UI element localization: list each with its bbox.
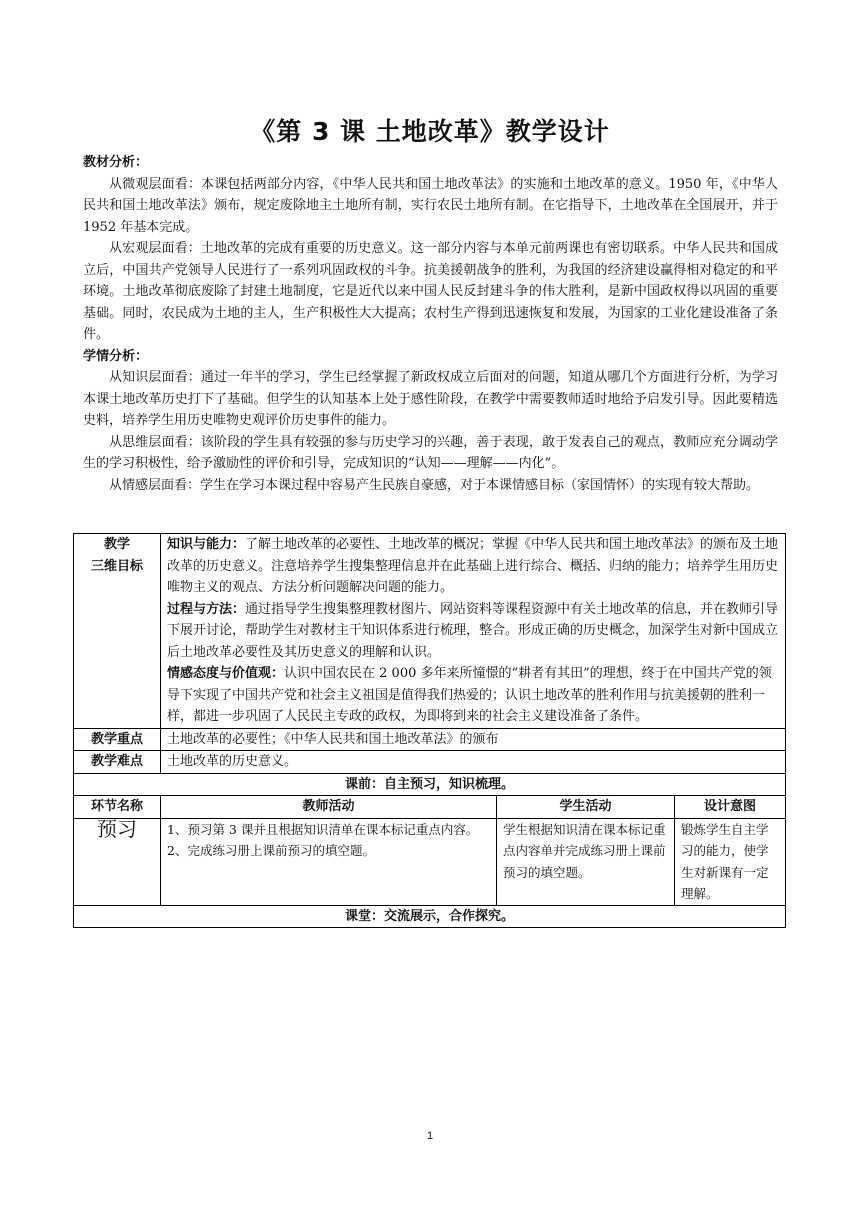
pre-class-heading-row	[74, 773, 786, 796]
difficulty-row	[74, 751, 786, 774]
goals-label	[74, 534, 161, 729]
student-analysis-paragraph-2: 从思维层面看：该阶段的学生具有较强的参与历史学习的兴趣，善于表现，敢于发表自己的观点，教师应充分调动学生的学习积极性，给予激励性的评价和引导，完成知识的“认知——理解——内化”。	[83, 434, 778, 471]
page-number: 1	[426, 1130, 434, 1142]
preview-stage: 预习	[74, 818, 161, 905]
goal-process-text: 通过指导学生搜集整理教材图片、网站资料等课程资源中有关土地改革的信息，并在教师引导下展开讨论，帮助学生对教材主干知识体系进行梳理，整合。形成正确的历史概念，加深学生对新中国成立后土地改革必要性及其历史意义的理解和认识。	[167, 601, 779, 660]
goal-emotion	[167, 663, 779, 728]
difficulty-text: 土地改革的历史意义。	[161, 751, 786, 774]
textbook-analysis-paragraph-1: 从微观层面看：本课包括两部分内容，《中华人民共和国土地改革法》的实施和土地改革的意义。1950 年，《中华人民共和国土地改革法》颁布，规定废除地主土地所有制，实行农民土地所有制。在它指导下，土地改革在全国展开，并于 1952 年基本完成。	[83, 176, 778, 235]
goals-label-line-2: 三维目标	[90, 558, 143, 574]
column-header-student: 学生活动	[497, 796, 675, 819]
goals-label-line-1: 教学	[103, 537, 130, 552]
student-analysis-paragraph-3: 从情感层面看：学生在学习本课过程中容易产生民族自豪感，对于本课情感目标（家国情怀）的实现有较大帮助。	[109, 477, 760, 493]
preview-teacher-activity	[161, 818, 497, 905]
goal-process	[167, 599, 779, 664]
goal-knowledge	[167, 534, 779, 599]
column-header-row	[74, 796, 786, 819]
goal-knowledge-text: 了解土地改革的必要性、土地改革的概况；掌握《中华人民共和国土地改革法》的颁布及土地改革的历史意义。注意培养学生搜集整理信息并在此基础上进行综合、概括、归纳的能力；培养学生用历史唯物主义的观点、方法分析问题解决问题的能力。	[167, 537, 779, 595]
in-class-heading: 课堂：交流展示，合作探究。	[74, 905, 786, 928]
textbook-analysis-heading: 教材分析：	[83, 155, 149, 170]
teacher-activity-1: 1、预习第 3 课并且根据知识清单在课本标记重点内容。	[167, 821, 479, 837]
teacher-activity-2: 2、完成练习册上课前预习的填空题。	[167, 843, 375, 858]
goal-emotion-text: 认识中国农民在 2 000 多年来所憧憬的“耕者有其田”的理想，终于在中国共产党的领导下实现了中国共产党和社会主义祖国是值得我们热爱的；认识土地改革的胜利作用与抗美援朝的胜利一样，都进一步巩固了人民民主专政的政权，为即将到来的社会主义建设准备了条件。	[167, 666, 772, 724]
student-analysis-paragraph-1: 从知识层面看：通过一年半的学习，学生已经掌握了新政权成立后面对的问题，知道从哪几个方面进行分析，为学习本课土地改革历史打下了基础。但学生的认知基本上处于感性阶段，在教学中需要教师适时地给予启发引导。因此要精选史料，培养学生用历史唯物史观评价历史事件的能力。	[83, 370, 778, 428]
key-points-row	[74, 728, 786, 751]
analysis-section	[83, 152, 778, 496]
goals-content	[161, 534, 786, 729]
key-points-label: 教学重点	[74, 728, 161, 751]
column-header-intent: 设计意图	[675, 796, 786, 819]
column-header-stage: 环节名称	[74, 796, 161, 819]
goal-process-title: 过程与方法：	[167, 601, 246, 617]
page-title: 《第 3 课 土地改革》教学设计	[250, 117, 610, 146]
in-class-heading-row	[74, 905, 786, 928]
preview-design-intent: 锻炼学生自主学习的能力，使学生对新课有一定理解。	[675, 818, 786, 905]
textbook-analysis-paragraph-2: 从宏观层面看：土地改革的完成有重要的历史意义。这一部分内容与本单元前两课也有密切联系。中华人民共和国成立后，中国共产党领导人民进行了一系列巩固政权的斗争。抗美援朝战争的胜利，为我国的经济建设赢得相对稳定的和平环境。土地改革彻底废除了封建土地制度，它是近代以来中国人民反封建斗争的伟大胜利，是新中国政权得以巩固的重要基础。同时，农民成为土地的主人，生产积极性大大提高；农村生产得到迅速恢复和发展，为国家的工业化建设准备了条件。	[83, 241, 778, 342]
student-analysis-heading: 学情分析：	[83, 348, 149, 364]
preview-row	[74, 818, 786, 905]
key-points-text: 土地改革的必要性；《中华人民共和国土地改革法》的颁布	[161, 728, 786, 751]
goal-emotion-title: 情感态度与价值观：	[167, 666, 285, 681]
lesson-plan-table	[73, 533, 786, 928]
preview-student-activity: 学生根据知识清在课本标记重点内容单并完成练习册上课前预习的填空题。	[497, 818, 675, 905]
goal-knowledge-title: 知识与能力：	[167, 537, 246, 552]
difficulty-label: 教学难点	[74, 751, 161, 774]
pre-class-heading: 课前：自主预习，知识梳理。	[74, 773, 786, 796]
column-header-teacher: 教师活动	[161, 796, 497, 819]
goals-row	[74, 534, 786, 729]
